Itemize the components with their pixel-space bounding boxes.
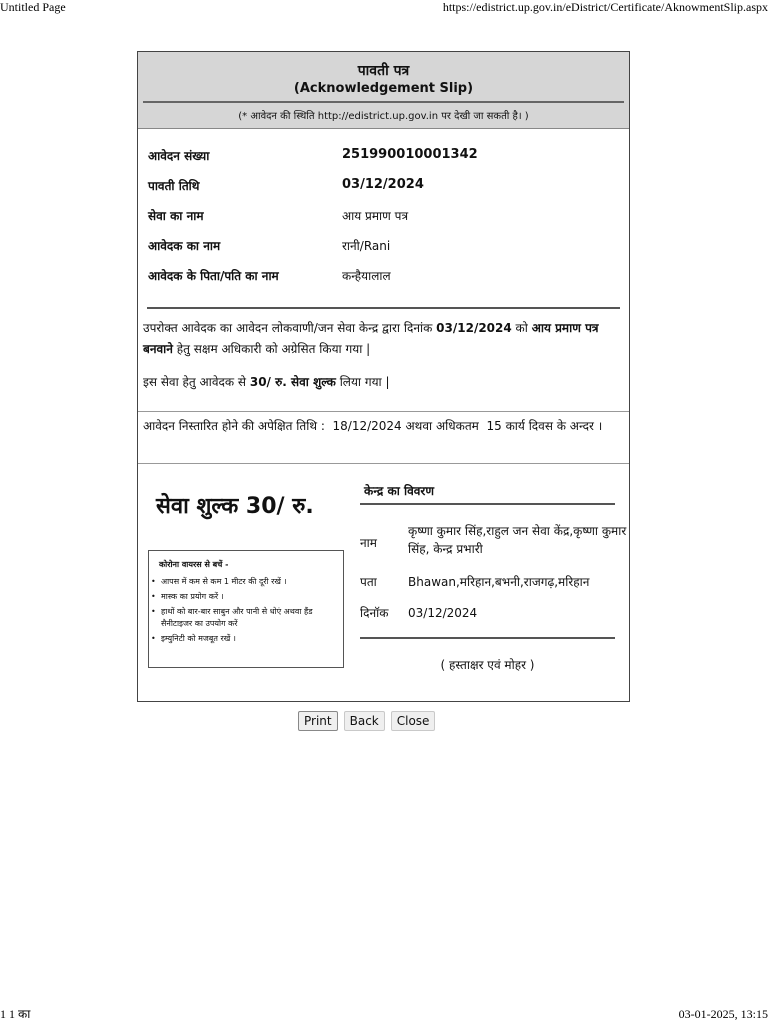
acknowledgement-slip [137,51,630,702]
expected-date-paragraph [143,416,619,437]
field-father-name [148,267,618,297]
signature-divider [360,637,615,639]
kendra-title: केन्द्र का विवरण [364,484,435,498]
print-page-title: Untitled Page [0,0,66,14]
divider [138,411,629,412]
status-note: (* आवेदन की स्थिति http://edistrict.up.gov.in पर देखी जा सकती है। ) [238,111,529,122]
field-label: सेवा का नाम [148,209,204,223]
field-label: पावती तिथि [148,179,200,193]
kendra-address-label: पता [360,575,377,589]
corona-item: • मास्क का प्रयोग करें । [155,591,343,603]
forwarding-paragraph [143,318,619,360]
kendra-address-value: Bhawan,मरिहान,बभनी,राजगढ़,मरिहान [408,575,590,589]
field-label: आवेदक के पिता/पति का नाम [148,269,279,283]
para-date: 03/12/2024 [436,321,512,335]
field-value: 251990010001342 [342,147,478,162]
corona-item: • इम्युनिटी को मजबूत रखें । [155,633,343,645]
corona-item: • आपस में कम से कम 1 मीटर की दूरी रखें । [155,576,343,588]
para-text: को [515,321,528,335]
para-text: अथवा अधिकतम [405,419,479,433]
print-page-count: 1 1 का [0,1007,31,1021]
corona-item: • हाथों को बार-बार साबुन और पानी से धोएं अथवा हैंड सैनीटाइजर का उपयोग करें [155,606,343,630]
corona-advisory-box [148,550,344,668]
para-service: आय प्रमाण पत्र बनवाने [143,321,599,356]
para-text: कार्य दिवस के अन्दर । [505,419,603,433]
kendra-name-label: नाम [360,536,377,550]
field-receipt-date [148,177,618,207]
section-divider [147,307,620,309]
para-text: उपरोक्त आवेदक का आवेदन लोकवाणी/जन सेवा केन्द्र द्वारा दिनांक [143,321,433,335]
signature-label: ( हस्ताक्षर एवं मोहर ) [440,658,535,672]
field-value: 03/12/2024 [342,177,424,192]
field-label: आवेदन संख्या [148,149,210,163]
max-days: 15 [486,419,502,433]
slip-header [138,52,629,129]
field-value: कन्हैयालाल [342,269,391,283]
field-value: रानी/Rani [342,239,391,253]
back-button[interactable]: Back [344,711,385,731]
print-url: https://edistrict.up.gov.in/eDistrict/Certificate/AknowmentSlip.aspx [442,0,768,14]
kendra-date-label: दिनॉक [360,606,389,620]
corona-title: कोरोना वायरस से बचें - [159,560,229,569]
field-application-number [148,147,618,177]
kendra-date-value: 03/12/2024 [408,606,478,620]
close-button[interactable]: Close [391,711,436,731]
header-divider [143,101,624,103]
kendra-name-value: कृष्णा कुमार सिंह,राहुल जन सेवा केंद्र,कृष्णा कुमार सिंह, केन्द्र प्रभारी [408,524,627,556]
print-datetime: 03-01-2025, 13:15 [678,1007,768,1021]
field-applicant-name [148,237,618,267]
service-fee-heading: सेवा शुल्क 30/ रु. [156,494,314,519]
expected-date: 18/12/2024 [332,419,402,433]
para-text: आवेदन निस्तारित होने की अपेक्षित तिथि : [143,419,325,433]
fee-paragraph [143,372,619,393]
para-fee: 30/ रु. सेवा शुल्क [249,375,336,389]
para-text: लिया गया | [339,375,390,389]
slip-title-english: (Acknowledgement Slip) [293,81,474,96]
slip-title-hindi: पावती पत्र [357,63,410,79]
corona-list [149,576,343,645]
field-service-name [148,207,618,237]
field-value: आय प्रमाण पत्र [342,209,409,223]
para-text: इस सेवा हेतु आवेदक से [143,375,247,389]
print-button[interactable]: Print [298,711,338,731]
kendra-divider [360,503,615,505]
application-info [148,147,618,297]
action-buttons [298,711,435,731]
field-label: आवेदक का नाम [148,239,221,253]
divider [138,463,629,464]
para-text: हेतु सक्षम अधिकारी को अग्रेसित किया गया | [176,342,371,356]
